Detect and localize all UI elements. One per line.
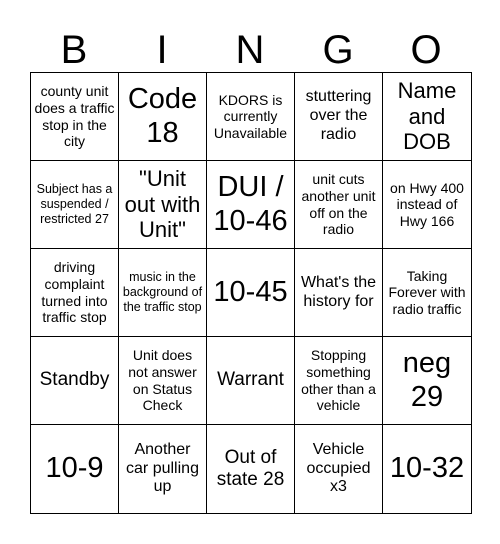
header-letter-o: O <box>410 28 442 72</box>
bingo-cell[interactable]: Name and DOB <box>383 73 471 161</box>
bingo-cell[interactable]: driving complaint turned into traffic stop <box>31 249 119 337</box>
bingo-cell[interactable]: DUI / 10-46 <box>207 161 295 249</box>
bingo-cell[interactable]: 10-9 <box>31 425 119 513</box>
bingo-cell[interactable]: neg 29 <box>383 337 471 425</box>
bingo-cell[interactable]: county unit does a traffic stop in the city <box>31 73 119 161</box>
bingo-cell[interactable]: unit cuts another unit off on the radio <box>295 161 383 249</box>
header-letter-i: I <box>156 28 168 72</box>
bingo-cell[interactable]: What's the history for <box>295 249 383 337</box>
header-letter-n: N <box>235 28 265 72</box>
bingo-cell[interactable]: 10-32 <box>389 452 465 485</box>
bingo-cell[interactable]: on Hwy 400 instead of Hwy 166 <box>383 161 471 249</box>
bingo-cell[interactable]: Warrant <box>207 337 295 425</box>
bingo-cell[interactable]: Code 18 <box>119 73 207 161</box>
bingo-cell[interactable]: Out of state 28 <box>207 425 295 513</box>
bingo-cell[interactable]: music in the background of the traffic stop <box>119 249 207 337</box>
bingo-cell[interactable]: Standby <box>31 337 119 425</box>
bingo-cell[interactable]: Another car pulling up <box>119 425 207 513</box>
bingo-cell[interactable]: Taking Forever with radio traffic <box>383 249 471 337</box>
bingo-cell[interactable]: Stopping something other than a vehicle <box>295 337 383 425</box>
bingo-cell[interactable]: "Unit out with Unit" <box>119 161 207 249</box>
bingo-card-grid <box>30 72 472 514</box>
bingo-cell[interactable]: Unit does not answer on Status Check <box>119 337 207 425</box>
bingo-cell[interactable]: stuttering over the radio <box>295 73 383 161</box>
bingo-header <box>30 28 470 72</box>
bingo-cell[interactable]: Vehicle occupied x3 <box>295 425 383 513</box>
bingo-cell[interactable]: 10-45 <box>207 249 295 337</box>
header-letter-b: B <box>60 28 88 72</box>
header-letter-g: G <box>322 28 354 72</box>
bingo-cell[interactable]: KDORS is currently Unavailable <box>207 73 295 161</box>
bingo-cell[interactable]: Subject has a suspended / restricted 27 <box>31 161 119 249</box>
